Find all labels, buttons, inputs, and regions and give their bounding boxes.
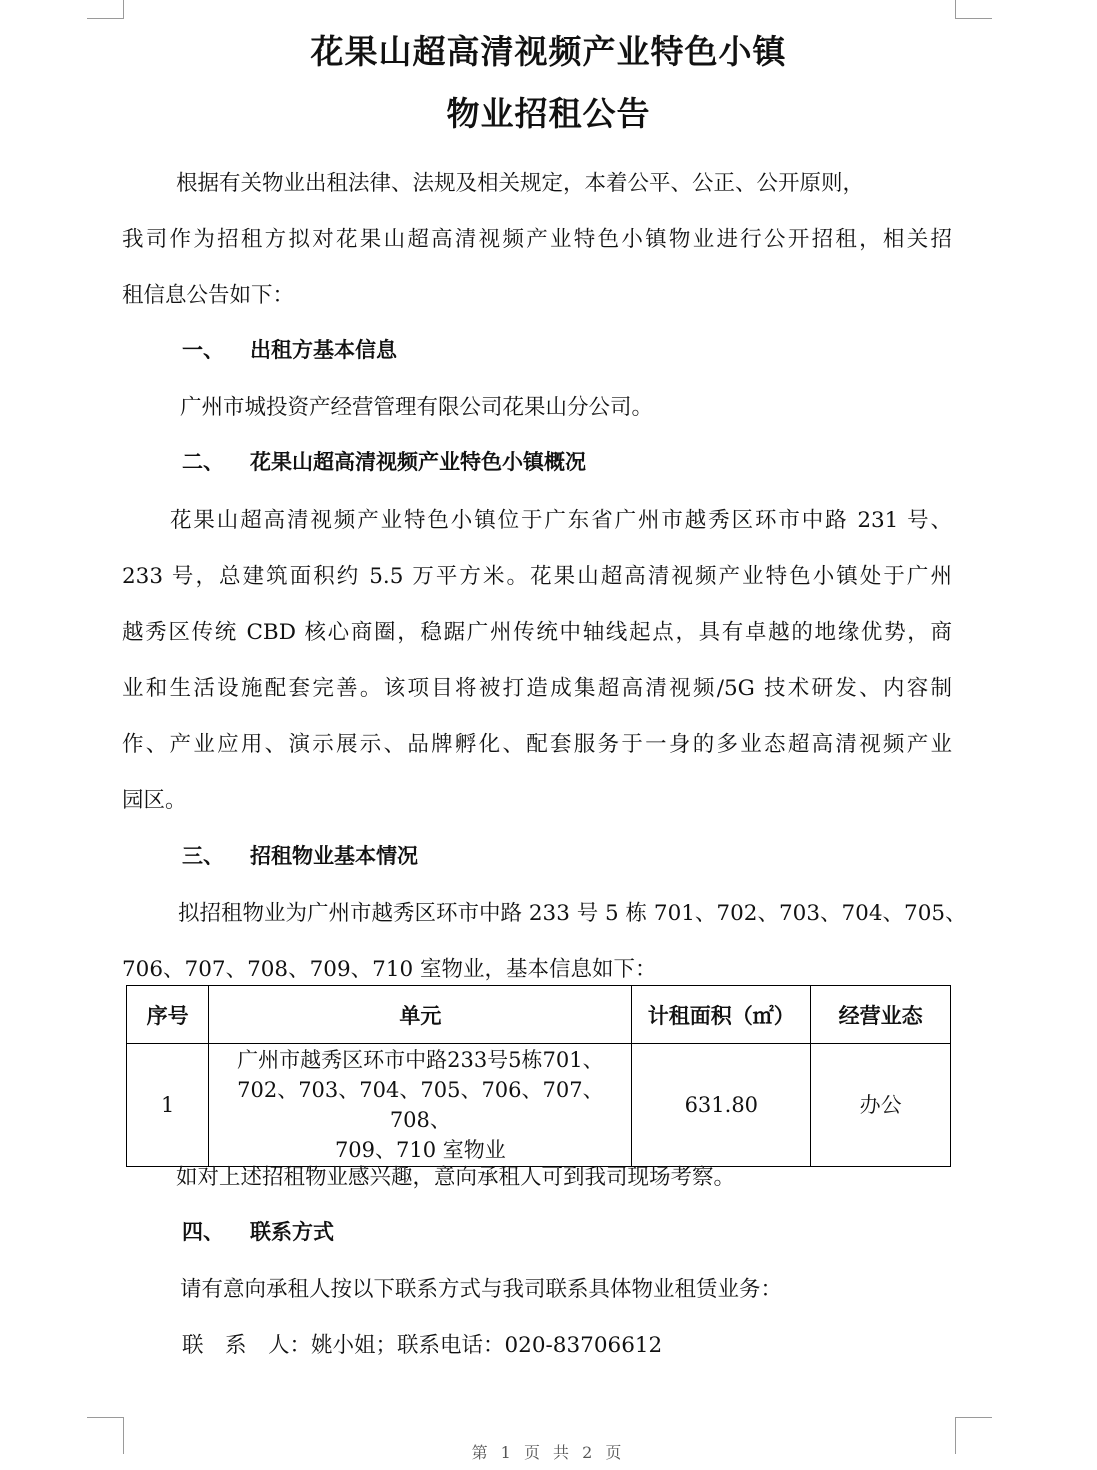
crop-mark-top-left <box>87 0 124 19</box>
header-area: 计租面积（㎡） <box>632 986 811 1044</box>
section-2-line-4: 业和生活设施配套完善。该项目将被打造成集超高清视频/5G 技术研发、内容制 <box>122 676 952 701</box>
section-3-line-1: 拟招租物业为广州市越秀区环市中路 233 号 5 栋 701、702、703、704、705、 <box>178 901 967 926</box>
section-4-title: 联系方式 <box>250 1220 334 1244</box>
section-4-heading <box>122 1216 952 1246</box>
contact-line: 联 系 人：姚小姐；联系电话：020-83706612 <box>182 1333 663 1358</box>
cell-index: 1 <box>127 1044 209 1167</box>
page-footer: 第 1 页 共 2 页 <box>471 1443 626 1462</box>
section-2-line-6: 园区。 <box>122 788 187 813</box>
section-4-line-1: 请有意向承租人按以下联系方式与我司联系具体物业租赁业务： <box>180 1277 783 1302</box>
cell-unit-line-2: 702、703、704、705、706、707、708、 <box>237 1078 604 1132</box>
section-3-heading <box>122 840 952 870</box>
section-2-line-5: 作、产业应用、演示展示、品牌孵化、配套服务于一身的多业态超高清视频产业 <box>122 732 952 757</box>
table-header-row <box>127 986 951 1044</box>
section-2-title: 花果山超高清视频产业特色小镇概况 <box>250 450 586 474</box>
section-4-number: 四、 <box>182 1220 224 1244</box>
section-1-text: 广州市城投资产经营管理有限公司花果山分公司。 <box>180 395 654 420</box>
section-2-line-1: 花果山超高清视频产业特色小镇位于广东省广州市越秀区环市中路 231 号、 <box>170 508 952 533</box>
section-3-title: 招租物业基本情况 <box>250 844 418 868</box>
header-index: 序号 <box>127 986 209 1044</box>
intro-line-1: 根据有关物业出租法律、法规及相关规定，本着公平、公正、公开原则， <box>176 171 865 196</box>
cell-unit <box>209 1044 632 1167</box>
property-table <box>126 985 951 1167</box>
cell-area: 631.80 <box>632 1044 811 1167</box>
crop-mark-top-right <box>955 0 992 19</box>
section-2-number: 二、 <box>182 450 224 474</box>
section-3-number: 三、 <box>182 844 224 868</box>
intro-line-2: 我司作为招租方拟对花果山超高清视频产业特色小镇物业进行公开招租，相关招 <box>122 227 952 252</box>
cell-business: 办公 <box>811 1044 951 1167</box>
section-2-line-3: 越秀区传统 CBD 核心商圈，稳踞广州传统中轴线起点，具有卓越的地缘优势，商 <box>122 620 952 645</box>
section-1-number: 一、 <box>182 338 224 362</box>
title-line-2: 物业招租公告 <box>446 94 651 133</box>
section-2-heading <box>122 446 952 476</box>
section-3-line-2: 706、707、708、709、710 室物业，基本信息如下： <box>122 957 657 982</box>
section-3-after-text: 如对上述招租物业感兴趣，意向承租人可到我司现场考察。 <box>176 1165 736 1190</box>
title-line-1: 花果山超高清视频产业特色小镇 <box>310 32 787 71</box>
header-business: 经营业态 <box>811 986 951 1044</box>
cell-unit-line-1: 广州市越秀区环市中路233号5栋701、 <box>237 1048 604 1072</box>
section-2-line-2: 233 号，总建筑面积约 5.5 万平方米。花果山超高清视频产业特色小镇处于广州 <box>122 564 952 589</box>
table-row <box>127 1044 951 1167</box>
section-1-heading <box>122 334 952 364</box>
section-1-title: 出租方基本信息 <box>250 338 397 362</box>
header-unit: 单元 <box>209 986 632 1044</box>
cell-unit-line-3: 709、710 室物业 <box>334 1138 506 1162</box>
intro-line-3: 租信息公告如下： <box>122 283 295 308</box>
